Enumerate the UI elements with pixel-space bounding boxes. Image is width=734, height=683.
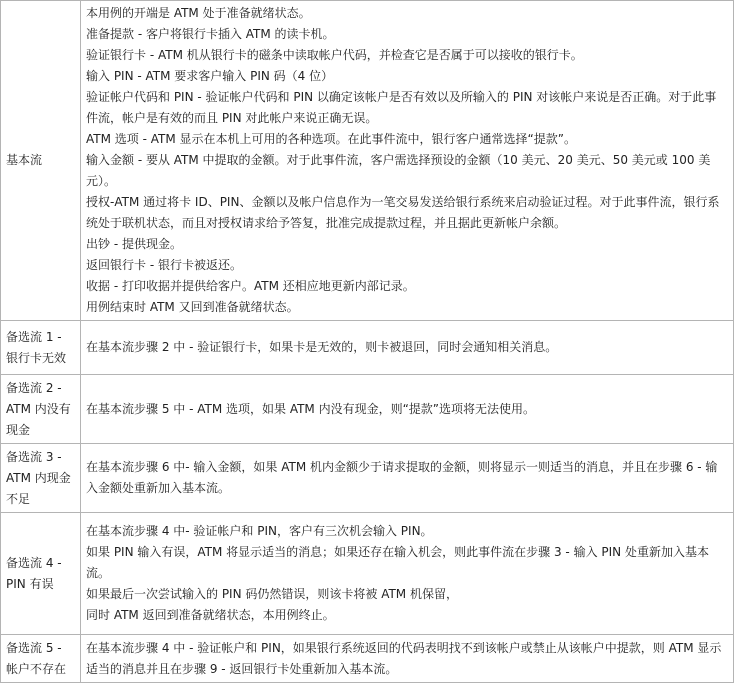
row-content (81, 513, 734, 635)
row-label: 基本流 (1, 1, 81, 321)
table-row (1, 444, 734, 513)
content-line: 验证银行卡 - ATM 机从银行卡的磁条中读取帐户代码，并检查它是否属于可以接收的银行卡。 (86, 48, 583, 62)
content-line: ATM 选项 - ATM 显示在本机上可用的各种选项。在此事件流中，银行客户通常选择“提款”。 (86, 132, 576, 146)
table-row (1, 321, 734, 375)
content-line: 在基本流步骤 4 中 - 验证帐户和 PIN，如果银行系统返回的代码表明找不到该帐户或禁止从该帐户中提款，则 ATM 显示适当的消息并且在步骤 9 - 返回银行卡处重新加入基本流。 (86, 640, 722, 676)
content-line: 用例结束时 ATM 又回到准备就绪状态。 (86, 300, 299, 314)
row-label: 备选流 2 - ATM 内没有现金 (1, 375, 81, 444)
content-line: 在基本流步骤 6 中- 输入金额，如果 ATM 机内金额少于请求提取的金额，则将显示一则适当的消息，并且在步骤 6 - 输入金额处重新加入基本流。 (86, 460, 718, 495)
row-content (81, 321, 734, 375)
content-line: 在基本流步骤 2 中 - 验证银行卡，如果卡是无效的，则卡被退回，同时会通知相关消息。 (86, 340, 558, 354)
content-line: 收据 - 打印收据并提供给客户。ATM 还相应地更新内部记录。 (86, 279, 415, 293)
table-row (1, 375, 734, 444)
content-line: 授权-ATM 通过将卡 ID、PIN、金额以及帐户信息作为一笔交易发送给银行系统来启动验证过程。对于此事件流，银行系统处于联机状态，而且对授权请求给予答复，批准完成提款过程，并且据此更新帐户余额。 (86, 195, 720, 230)
table-row (1, 1, 734, 321)
content-line: 返回银行卡 - 银行卡被返还。 (86, 258, 242, 272)
row-content (81, 635, 734, 683)
content-line: 验证帐户代码和 PIN - 验证帐户代码和 PIN 以确定该帐户是否有效以及所输入的 PIN 对该帐户来说是否正确。对于此事件流，帐户是有效的而且 PIN 对此帐户来说正确无误。 (86, 90, 717, 125)
table-row (1, 635, 734, 683)
row-label: 备选流 5 - 帐户不存在 (1, 635, 81, 683)
content-line: 在基本流步骤 5 中 - ATM 选项，如果 ATM 内没有现金，则“提款”选项将无法使用。 (86, 401, 536, 416)
content-line: 同时 ATM 返回到准备就绪状态，本用例终止。 (86, 608, 335, 622)
content-line: 输入金额 - 要从 ATM 中提取的金额。对于此事件流，客户需选择预设的金额（10 美元、20 美元、50 美元或 100 美元）。 (86, 153, 711, 188)
row-content (81, 444, 734, 513)
row-content (81, 1, 734, 321)
row-label: 备选流 1 - 银行卡无效 (1, 321, 81, 375)
content-line: 如果 PIN 输入有误，ATM 将显示适当的消息；如果还存在输入机会，则此事件流在步骤 3 - 输入 PIN 处重新加入基本流。 (86, 545, 709, 580)
content-line: 出钞 - 提供现金。 (86, 237, 182, 251)
row-content (81, 375, 734, 444)
table-row (1, 513, 734, 635)
row-label: 备选流 3 - ATM 内现金不足 (1, 444, 81, 513)
content-line: 在基本流步骤 4 中- 验证帐户和 PIN，客户有三次机会输入 PIN。 (86, 524, 433, 538)
content-line: 如果最后一次尝试输入的 PIN 码仍然错误，则该卡将被 ATM 机保留， (86, 587, 458, 601)
row-label: 备选流 4 - PIN 有误 (1, 513, 81, 635)
content-line: 输入 PIN - ATM 要求客户输入 PIN 码（4 位） (86, 69, 334, 83)
content-line: 准备提款 - 客户将银行卡插入 ATM 的读卡机。 (86, 27, 335, 41)
content-line: 本用例的开端是 ATM 处于准备就绪状态。 (86, 6, 311, 20)
